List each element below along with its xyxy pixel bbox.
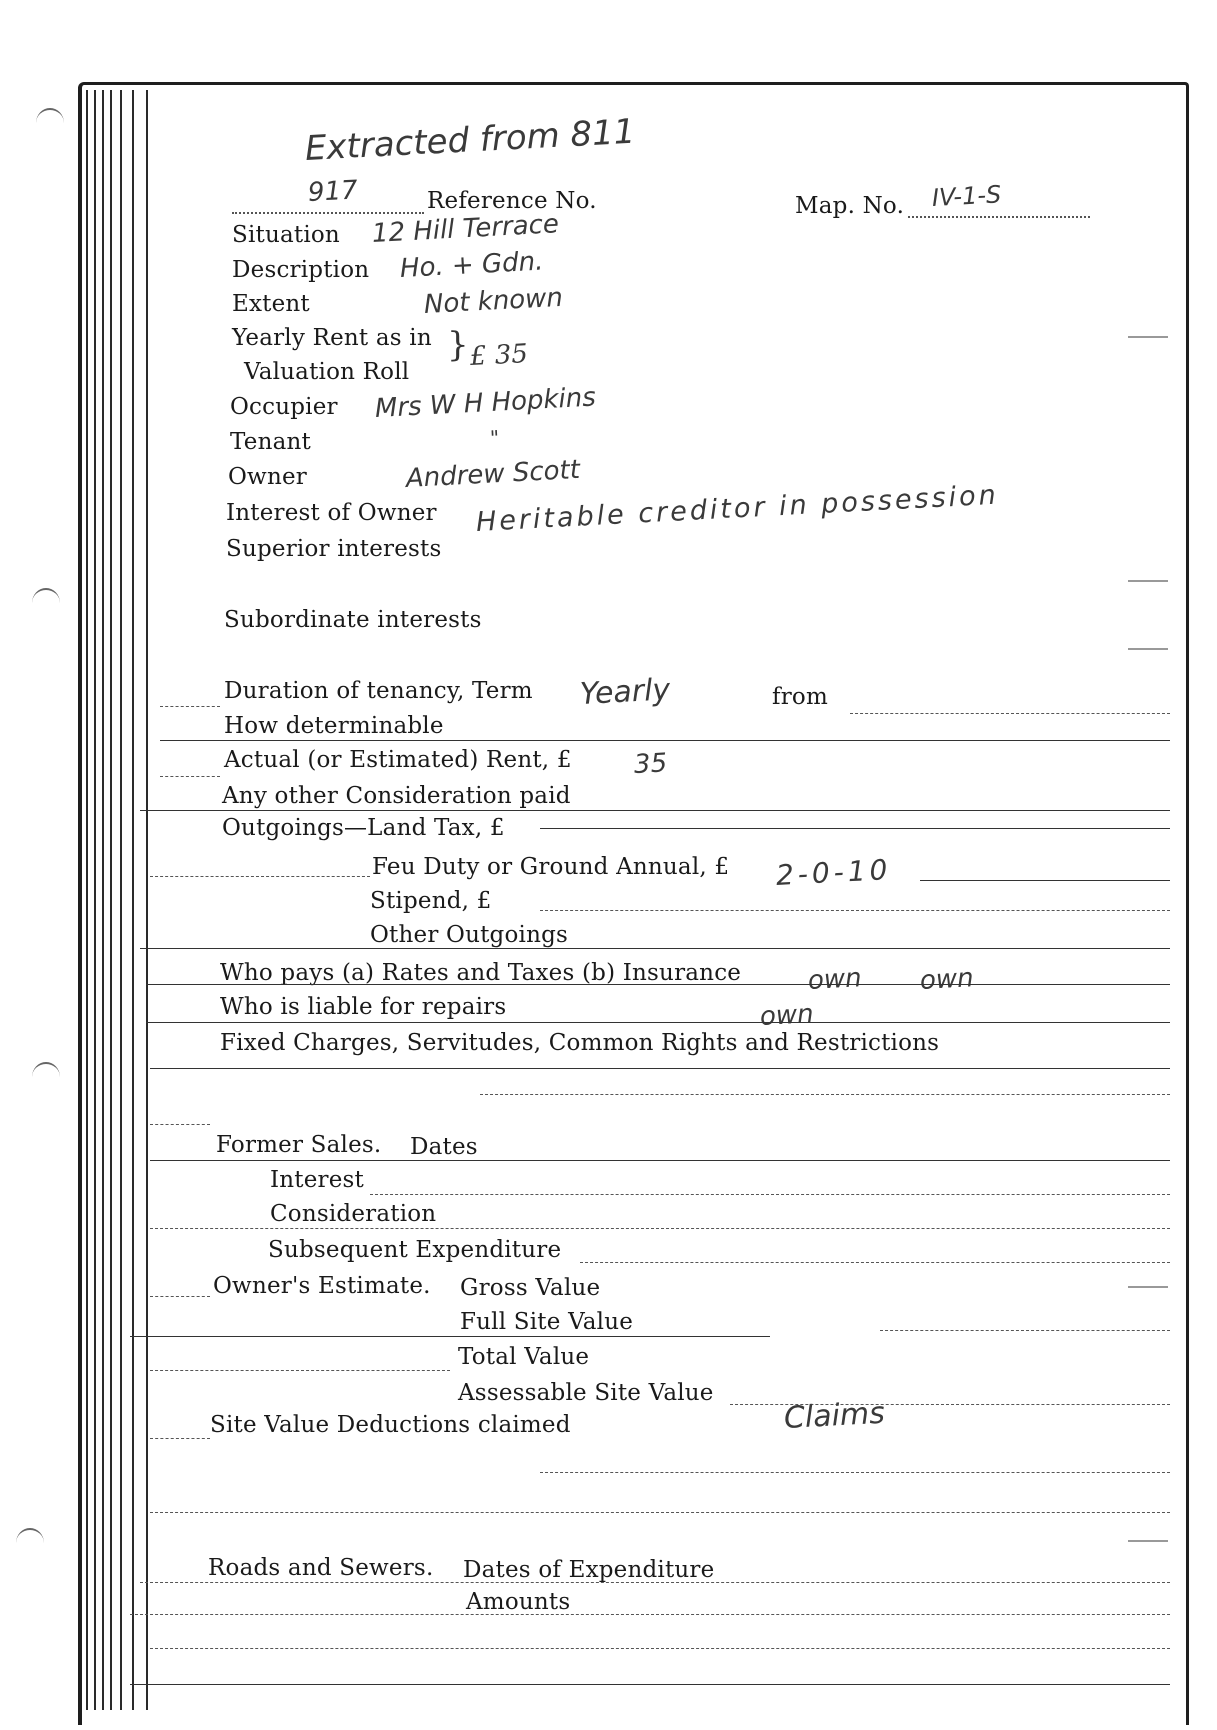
bottom-line-2	[130, 1684, 1170, 1685]
former-sales-dates-label: Dates	[410, 1134, 478, 1160]
reference-dotted-line	[232, 212, 424, 214]
duration-line	[160, 706, 220, 707]
feu-duty-value: 2-0-10	[775, 852, 893, 892]
deductions-line-2	[540, 1472, 1170, 1473]
bottom-line-1	[150, 1648, 1170, 1649]
extracted-note: Extracted from 811	[303, 111, 637, 169]
interest-line	[370, 1194, 1170, 1195]
full-site-line-right	[880, 1330, 1170, 1331]
consideration-line	[150, 1228, 1170, 1229]
fixed-charges-line-2	[480, 1094, 1170, 1095]
former-sales-line	[150, 1160, 1170, 1161]
yearly-rent-label-line1: Yearly Rent as in	[232, 325, 432, 351]
duration-line-right	[850, 713, 1170, 714]
owners-estimate-gross-label: Gross Value	[460, 1275, 601, 1301]
reference-number-value: 917	[307, 175, 359, 208]
other-outgoings-label: Other Outgoings	[370, 922, 569, 948]
duration-label: Duration of tenancy, Term	[224, 678, 533, 704]
total-line	[150, 1370, 450, 1371]
actual-rent-value: 35	[633, 748, 668, 780]
other-outgoings-line	[140, 948, 1170, 949]
who-pays-rates-value: own	[807, 963, 863, 996]
who-pays-label: Who pays (a) Rates and Taxes (b) Insurance	[220, 960, 742, 986]
duration-value: Yearly	[579, 672, 672, 712]
description-label: Description	[232, 257, 370, 283]
who-pays-insurance-value: own	[919, 963, 975, 996]
reference-label: Reference No.	[427, 188, 597, 214]
map-number-value: IV-1-S	[931, 180, 1002, 212]
outgoings-label: Outgoings—Land Tax, £	[222, 815, 505, 841]
tenant-value: "	[489, 425, 500, 450]
owners-estimate-assessable-label: Assessable Site Value	[458, 1380, 714, 1406]
how-determinable-label: How determinable	[224, 713, 444, 739]
former-sales-interest-label: Interest	[270, 1167, 365, 1193]
superior-interests-label: Superior interests	[226, 536, 442, 562]
situation-label: Situation	[232, 222, 340, 248]
punch-hole-mark	[32, 588, 60, 618]
margin-tick	[1128, 1286, 1168, 1288]
owner-value: Andrew Scott	[405, 454, 581, 494]
map-dotted-line	[908, 216, 1090, 218]
actual-rent-line	[160, 776, 220, 777]
yearly-rent-brace: }	[447, 325, 469, 365]
repairs-line	[146, 1022, 1170, 1023]
actual-rent-label: Actual (or Estimated) Rent, £	[224, 747, 572, 773]
map-label: Map. No.	[795, 193, 905, 219]
interest-of-owner-label: Interest of Owner	[226, 500, 437, 526]
fixed-charges-label: Fixed Charges, Servitudes, Common Rights and Restrictions	[220, 1030, 940, 1056]
yearly-rent-label-line2: Valuation Roll	[244, 359, 410, 385]
site-value-deductions-value: Claims	[783, 1395, 886, 1436]
duration-from-label: from	[772, 684, 828, 710]
who-pays-line	[146, 984, 1170, 985]
roads-sewers-dates-label: Dates of Expenditure	[463, 1557, 715, 1583]
amounts-line	[130, 1614, 1170, 1615]
margin-tick	[1128, 648, 1168, 650]
former-sales-subsequent-label: Subsequent Expenditure	[268, 1237, 562, 1263]
yearly-rent-value: £ 35	[469, 338, 529, 372]
tenant-label: Tenant	[230, 429, 311, 455]
extent-value: Not known	[423, 282, 564, 320]
roads-dates-line	[140, 1582, 1170, 1583]
punch-hole-mark	[16, 1528, 44, 1558]
feu-duty-line-right	[920, 880, 1170, 881]
occupier-label: Occupier	[230, 394, 338, 420]
deductions-line	[150, 1438, 210, 1439]
outgoings-line	[540, 828, 1170, 829]
owner-label: Owner	[228, 464, 307, 490]
roads-sewers-amounts-label: Amounts	[466, 1589, 571, 1615]
former-sales-label: Former Sales.	[216, 1132, 382, 1158]
extent-label: Extent	[232, 291, 310, 317]
how-determinable-line	[160, 740, 1170, 741]
other-consideration-line	[140, 810, 1170, 811]
gross-line	[150, 1296, 210, 1297]
occupier-value: Mrs W H Hopkins	[374, 382, 597, 424]
feu-duty-line	[150, 876, 370, 877]
situation-value: 12 Hill Terrace	[371, 209, 560, 249]
margin-tick	[1128, 580, 1168, 582]
description-value: Ho. + Gdn.	[399, 246, 545, 284]
stipend-label: Stipend, £	[370, 888, 492, 914]
owners-estimate-full-site-label: Full Site Value	[460, 1309, 634, 1335]
punch-hole-mark	[36, 108, 64, 138]
fixed-charges-line-3	[150, 1124, 210, 1125]
feu-duty-label: Feu Duty or Ground Annual, £	[372, 854, 730, 880]
subsequent-line	[580, 1262, 1170, 1263]
repairs-label: Who is liable for repairs	[220, 994, 507, 1020]
site-value-deductions-label: Site Value Deductions claimed	[210, 1412, 571, 1438]
punch-hole-mark	[32, 1062, 60, 1092]
full-site-line	[130, 1336, 770, 1337]
former-sales-consideration-label: Consideration	[270, 1201, 437, 1227]
owners-estimate-total-label: Total Value	[458, 1344, 590, 1370]
stipend-line	[540, 910, 1170, 911]
deductions-line-3	[150, 1512, 1170, 1513]
owners-estimate-label: Owner's Estimate.	[213, 1273, 431, 1299]
repairs-value: own	[759, 999, 815, 1032]
roads-sewers-label: Roads and Sewers.	[208, 1555, 434, 1581]
other-consideration-label: Any other Consideration paid	[222, 783, 571, 809]
margin-tick	[1128, 1540, 1168, 1542]
interest-of-owner-value: Heritable creditor in possession	[475, 479, 1000, 538]
subordinate-interests-label: Subordinate interests	[224, 607, 482, 633]
fixed-charges-line	[150, 1068, 1170, 1069]
margin-tick	[1128, 336, 1168, 338]
